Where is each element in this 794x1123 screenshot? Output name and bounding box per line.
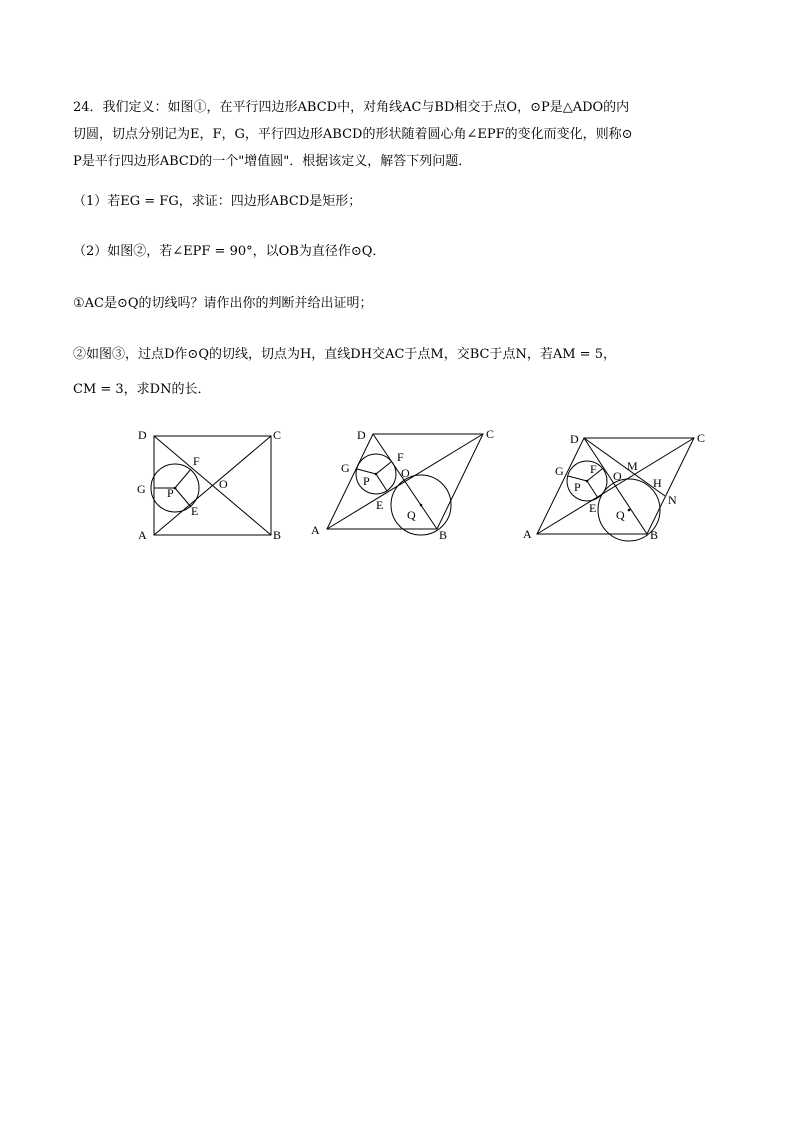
fig3-label-g: G xyxy=(555,464,564,478)
problem-line-1: 24．我们定义：如图①，在平行四边形ABCD中，对角线AC与BD相交于点O，⊙P是△ADO的内 xyxy=(73,100,630,115)
fig3-label-a: A xyxy=(523,527,532,541)
fig1-radius-pf xyxy=(175,469,191,488)
fig1-label-p: P xyxy=(167,486,174,500)
fig1-radius-pe xyxy=(175,488,191,507)
fig2-label-o: O xyxy=(401,466,410,480)
fig1-label-g: G xyxy=(137,482,146,496)
fig2-label-f: F xyxy=(397,450,404,464)
fig1-label-a: A xyxy=(138,528,147,542)
fig3-label-p: P xyxy=(574,480,581,494)
fig3-label-q: Q xyxy=(616,508,625,522)
fig2-label-b: B xyxy=(439,528,448,542)
fig3-label-o: O xyxy=(613,469,622,483)
fig3-label-b: B xyxy=(650,528,659,542)
fig1-label-c: C xyxy=(273,428,282,442)
fig1-label-f: F xyxy=(193,454,200,468)
figure-3 xyxy=(515,425,715,545)
fig3-label-d: D xyxy=(570,432,579,446)
fig2-label-a: A xyxy=(311,523,320,537)
fig3-center-q-dot xyxy=(628,509,631,512)
fig3-center-p-dot xyxy=(586,480,589,483)
figure-2 xyxy=(305,425,505,545)
fig1-label-o: O xyxy=(219,477,228,491)
fig2-radius-pf xyxy=(376,462,391,474)
problem-line-3: P是平行四边形ABCD的一个"增值圆"．根据该定义，解答下列问题． xyxy=(73,154,472,169)
fig2-center-q-dot xyxy=(420,504,423,507)
fig2-label-d: D xyxy=(357,428,366,442)
fig1-label-d: D xyxy=(138,428,147,442)
fig3-radius-pe xyxy=(587,481,598,498)
problem-line-2: 切圆，切点分别记为E，F，G，平行四边形ABCD的形状随着圆心角∠EPF的变化而变化，则称⊙ xyxy=(73,127,633,142)
fig2-center-p-dot xyxy=(375,473,378,476)
fig3-label-c: C xyxy=(697,431,706,445)
fig2-radius-pe xyxy=(376,474,387,491)
part-2: （2）如图②，若∠EPF = 90°，以OB为直径作⊙Q． xyxy=(73,244,386,259)
fig2-label-e: E xyxy=(376,498,384,512)
part-2-b-line-1: ②如图③，过点D作⊙Q的切线，切点为H，直线DH交AC于点M，交BC于点N，若AM = 5， xyxy=(73,347,616,362)
fig2-label-g: G xyxy=(341,461,350,475)
fig1-label-b: B xyxy=(273,528,282,542)
fig2-label-c: C xyxy=(486,427,495,441)
part-2-b-line-2: CM = 3，求DN的长． xyxy=(73,382,211,397)
part-2-a: ①AC是⊙Q的切线吗？请作出你的判断并给出证明； xyxy=(73,296,373,311)
fig2-label-q: Q xyxy=(407,508,416,522)
fig1-center-dot xyxy=(174,487,177,490)
fig3-label-f: F xyxy=(590,462,597,476)
fig3-label-n: N xyxy=(668,493,677,507)
fig3-label-m: M xyxy=(627,459,638,473)
fig2-label-p: P xyxy=(363,474,370,488)
fig3-label-e: E xyxy=(589,501,597,515)
fig2-diagonal-bd xyxy=(373,434,437,529)
part-1: （1）若EG = FG，求证：四边形ABCD是矩形； xyxy=(73,194,362,209)
figure-1 xyxy=(130,425,290,545)
fig3-label-h: H xyxy=(653,476,662,490)
fig1-label-e: E xyxy=(191,504,199,518)
